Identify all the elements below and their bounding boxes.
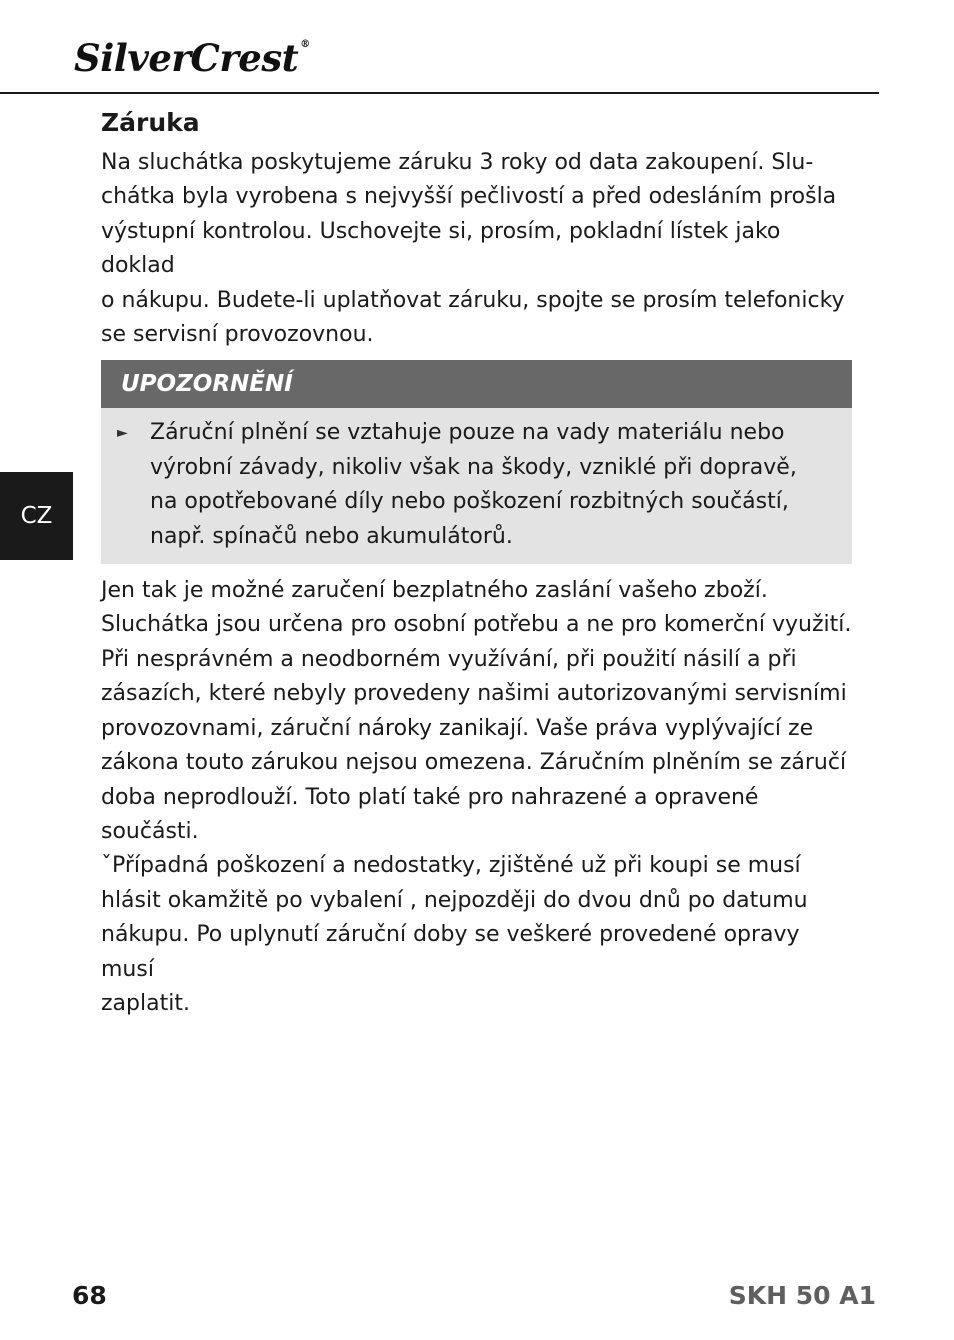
notice-body: [101, 408, 852, 564]
page-number: 68: [72, 1281, 107, 1310]
notice-text: Záruční plnění se vztahuje pouze na vady materiálu nebo výrobní závady, nikoliv však na škody, vzniklé při dopravě, na opotřebované díly nebo poškození rozbitných součástí, např. spínačů nebo akumulátorů.: [150, 420, 797, 549]
language-tab: [0, 472, 73, 560]
brand-logo: [74, 36, 310, 80]
body-paragraph: Jen tak je možné zaručení bezplatného zaslání vašeho zboží. Sluchátka jsou určena pro osobní potřebu a ne pro komerční využití. Při nesprávném a neodborném využívání, při použití násilí a při zásazích, které nebyly provedeny našimi autorizovanými servisními provozovnami, záruční nároky zanikají. Vaše práva vyplývající ze zákona touto zárukou nejsou omezena. Záručním plněním se záručí doba neprodlouží. Toto platí také pro nahrazené a opravené součásti. ˇPřípadná poškození a nedostatky, zjištěné už při koupi se musí hlásit okamžitě po vybalení , nejpozději do dvou dnů po datumu nákupu. Po uplynutí záruční doby se veškeré provedené opravy musí zaplatit.: [101, 578, 852, 1016]
registered-mark: ®: [300, 39, 310, 50]
brand-name: SilverCrest: [74, 36, 299, 80]
triangle-right-icon: ►: [117, 425, 128, 442]
language-tab-label: CZ: [20, 503, 53, 529]
header-divider: [0, 92, 879, 94]
notice-box: [101, 360, 852, 564]
model-number: SKH 50 A1: [728, 1281, 876, 1310]
section-heading: Záruka: [101, 108, 200, 137]
notice-title: UPOZORNĚNÍ: [101, 360, 852, 408]
intro-paragraph: Na sluchátka poskytujeme záruku 3 roky od data zakoupení. Slu- chátka byla vyrobena s nejvyšší pečlivostí a před odesláním prošla výstupní kontrolou. Uschovejte si, prosím, pokladní lístek jako doklad o nákupu. Budete-li uplatňovat záruku, spojte se prosím telefonicky se servisní provozovnou.: [101, 150, 845, 348]
main-content: [101, 106, 853, 1021]
